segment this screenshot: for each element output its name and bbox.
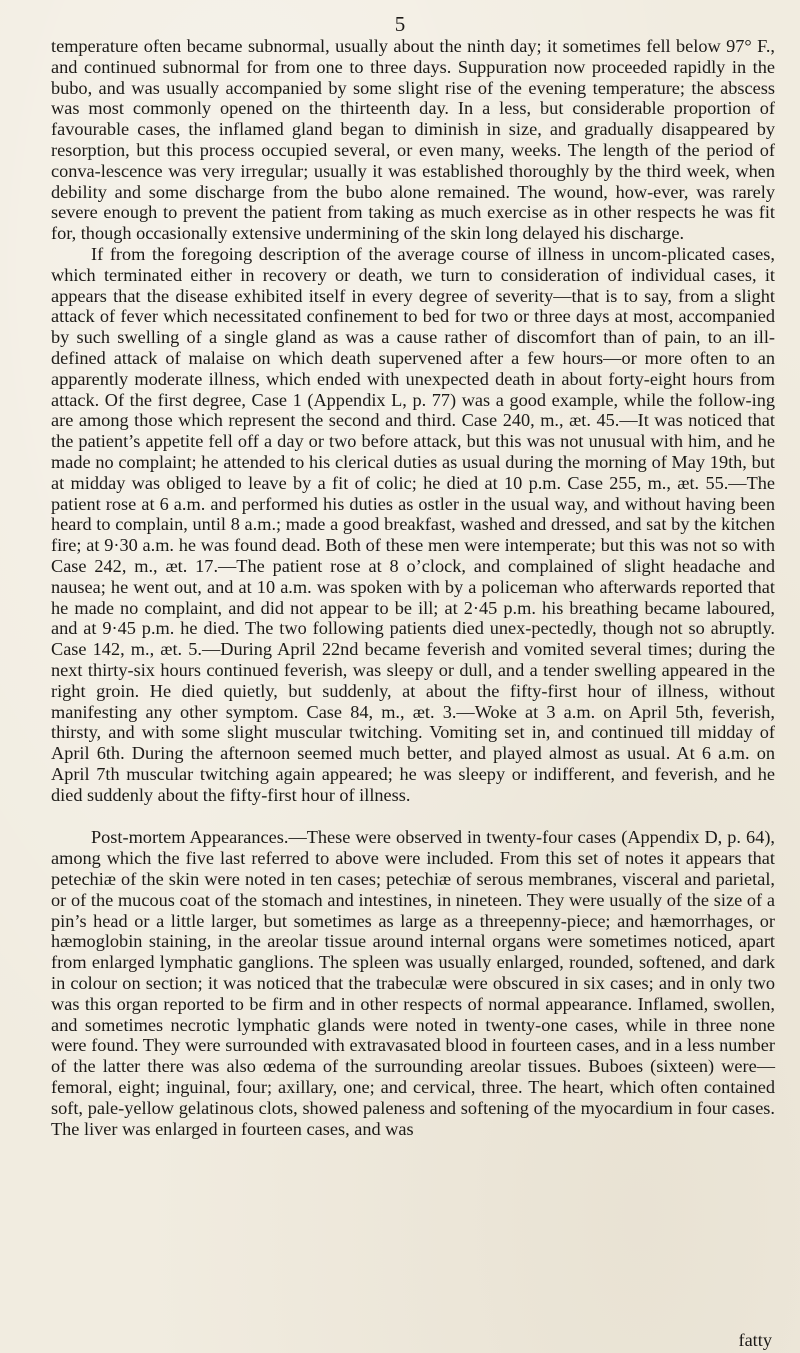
catchword: fatty	[738, 1330, 772, 1350]
paragraph-post-mortem: Post-mortem Appearances.—These were observed in twenty-four cases (Appendix D, p. 64), among which the five last referred to above were included. From this set of notes it appears that petechiæ of the skin were noted in ten cases; petechiæ of serous membranes, visceral and parietal, or of the mucous coat of the stomach and intestines, in nineteen. They were usually of the size of a pin’s head or a little larger, but sometimes as large as a threepenny-piece; and hæmorrhages, or hæmoglobin staining, in the areolar tissue around internal organs were sometimes noticed, apart from enlarged lymphatic ganglions. The spleen was usually enlarged, rounded, softened, and dark in colour on section; it was noticed that the trabeculæ were obscured in six cases; and in only two was this organ reported to be firm and in other respects of normal appearance. Inflamed, swollen, and sometimes necrotic lymphatic glands were noted in twenty-one cases, while in three none were found. They were surrounded with extravasated blood in fourteen cases, and in a less number of the latter there was also œdema of the surrounding areolar tissues. Buboes (sixteen) were—femoral, eight; inguinal, four; axillary, one; and cervical, three. The heart, which often contained soft, pale-yellow gelatinous clots, showed paleness and softening of the myocardium in four cases. The liver was enlarged in fourteen cases, and was	[51, 827, 775, 1139]
body-text	[51, 36, 775, 1139]
paragraph-temperature-course: temperature often became subnormal, usually about the ninth day; it sometimes fell below 97° F., and continued subnormal for from one to three days. Suppuration now proceeded rapidly in the bubo, and was usually accompanied by some slight rise of the evening temperature; the abscess was most commonly opened on the thirteenth day. In a less, but considerable proportion of favourable cases, the inflamed gland began to diminish in size, and gradually disappeared by resorption, but this process occupied several, or even many, weeks. The length of the period of conva-lescence was very irregular; usually it was established thoroughly by the third week, when debility and some discharge from the bubo alone remained. The wound, how-ever, was rarely severe enough to prevent the patient from taking as much exercise as in other respects he was fit for, though occasionally extensive undermining of the skin long delayed his discharge.	[51, 36, 775, 244]
paragraph-individual-cases: If from the foregoing description of the average course of illness in uncom-plicated cases, which terminated either in recovery or death, we turn to consideration of individual cases, it appears that the disease exhibited itself in every degree of severity—that is to say, from a slight attack of fever which necessitated confinement to bed for two or three days at most, accompanied by such swelling of a single gland as was a cause rather of discomfort than of pain, to an ill-defined attack of malaise on which death supervened after a few hours—or more often to an apparently moderate illness, which ended with unexpected death in about forty-eight hours from attack. Of the first degree, Case 1 (Appendix L, p. 77) was a good example, while the follow-ing are among those which represent the second and third. Case 240, m., æt. 45.—It was noticed that the patient’s appetite fell off a day or two before attack, but this was not unusual with him, and he made no complaint; he attended to his clerical duties as usual during the morning of May 19th, but at midday was obliged to leave by a fit of colic; he died at 10 p.m. Case 255, m., æt. 55.—The patient rose at 6 a.m. and performed his duties as ostler in the usual way, and without having been heard to complain, until 8 a.m.; made a good breakfast, washed and dressed, and sat by the kitchen fire; at 9·30 a.m. he was found dead. Both of these men were intemperate; but this was not so with Case 242, m., æt. 17.—The patient rose at 8 o’clock, and complained of slight headache and nausea; he went out, and at 10 a.m. was spoken with by a policeman who afterwards reported that he made no complaint, and did not appear to be ill; at 2·45 p.m. his breathing became laboured, and at 9·45 p.m. he died. The two following patients died unex-pectedly, though not so abruptly. Case 142, m., æt. 5.—During April 22nd became feverish and vomited several times; during the next thirty-six hours continued feverish, was sleepy or dull, and a tender swelling appeared in the right groin. He died quietly, but suddenly, at about the fifty-first hour of illness, without manifesting any other symptom. Case 84, m., æt. 3.—Woke at 3 a.m. on April 5th, feverish, thirsty, and with some slight muscular twitching. Vomiting set in, and continued till midday of April 6th. During the afternoon seemed much better, and played almost as usual. At 6 a.m. on April 7th muscular twitching again appeared; he was sleepy or indifferent, and feverish, and he died suddenly about the fifty-first hour of illness.	[51, 243, 775, 805]
page-number: 5	[394, 12, 406, 36]
